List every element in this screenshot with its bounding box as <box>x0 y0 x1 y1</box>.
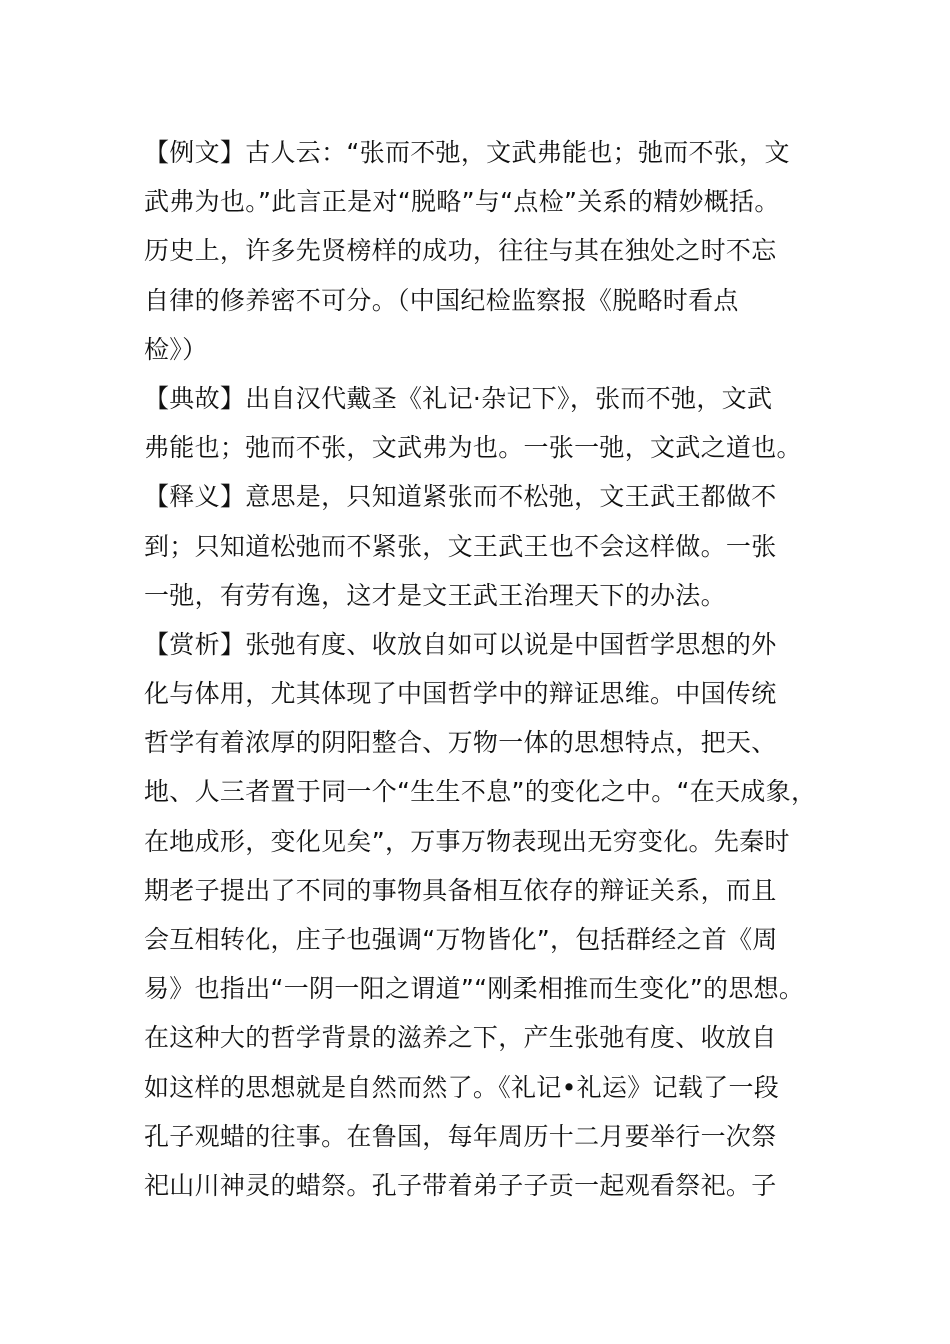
text-line: 【典故】出自汉代戴圣《礼记·杂记下》，张而不弛，文武 <box>144 383 773 413</box>
text-line: 会互相转化，庄子也强调“万物皆化”，包括群经之首《周 <box>144 925 778 954</box>
text-line: 【释义】意思是，只知道紧张而不松弛，文王武王都做不 <box>144 482 777 512</box>
text-line: 化与体用，尤其体现了中国哲学中的辩证思维。中国传统 <box>144 679 777 709</box>
text-line: 【例文】古人云：“张而不弛，文武弗能也；弛而不张，文 <box>144 138 790 167</box>
text-line: 易》也指出“一阴一阳之谓道”“刚柔相推而生变化”的思想。 <box>144 974 805 1004</box>
text-line: 孔子观蜡的往事。在鲁国，每年周历十二月要举行一次祭 <box>144 1121 777 1151</box>
text-line: 地、人三者置于同一个“生生不息”的变化之中。“在天成象， <box>144 777 817 807</box>
text-line: 在地成形，变化见矣”，万事万物表现出无穷变化。先秦时 <box>144 826 790 856</box>
text-line: 检》） <box>144 334 208 364</box>
body-text <box>144 128 844 1210</box>
text-line: 历史上，许多先贤榜样的成功，往往与其在独处之时不忘 <box>144 236 777 266</box>
text-line: 祀山川神灵的蜡祭。孔子带着弟子子贡一起观看祭祀。子 <box>144 1170 777 1200</box>
text-line: 一弛，有劳有逸，这才是文王武王治理天下的办法。 <box>144 580 726 610</box>
text-line: 弗能也；弛而不张，文武弗为也。一张一弛，文武之道也。 <box>144 433 802 463</box>
text-line: 哲学有着浓厚的阴阳整合、万物一体的思想特点，把天、 <box>144 728 777 758</box>
text-line: 武弗为也。”此言正是对“脱略”与“点检”关系的精妙概括。 <box>144 187 780 217</box>
text-line: 期老子提出了不同的事物具备相互依存的辩证关系，而且 <box>144 875 777 905</box>
text-line: 在这种大的哲学背景的滋养之下，产生张弛有度、收放自 <box>144 1023 777 1053</box>
text-line: 如这样的思想就是自然而然了。《礼记•礼运》记载了一段 <box>144 1072 780 1102</box>
text-line: 【赏析】张弛有度、收放自如可以说是中国哲学思想的外 <box>144 629 777 659</box>
text-line: 自律的修养密不可分。（中国纪检监察报《脱略时看点 <box>144 285 739 315</box>
text-line: 到；只知道松弛而不紧张，文王武王也不会这样做。一张 <box>144 531 777 561</box>
